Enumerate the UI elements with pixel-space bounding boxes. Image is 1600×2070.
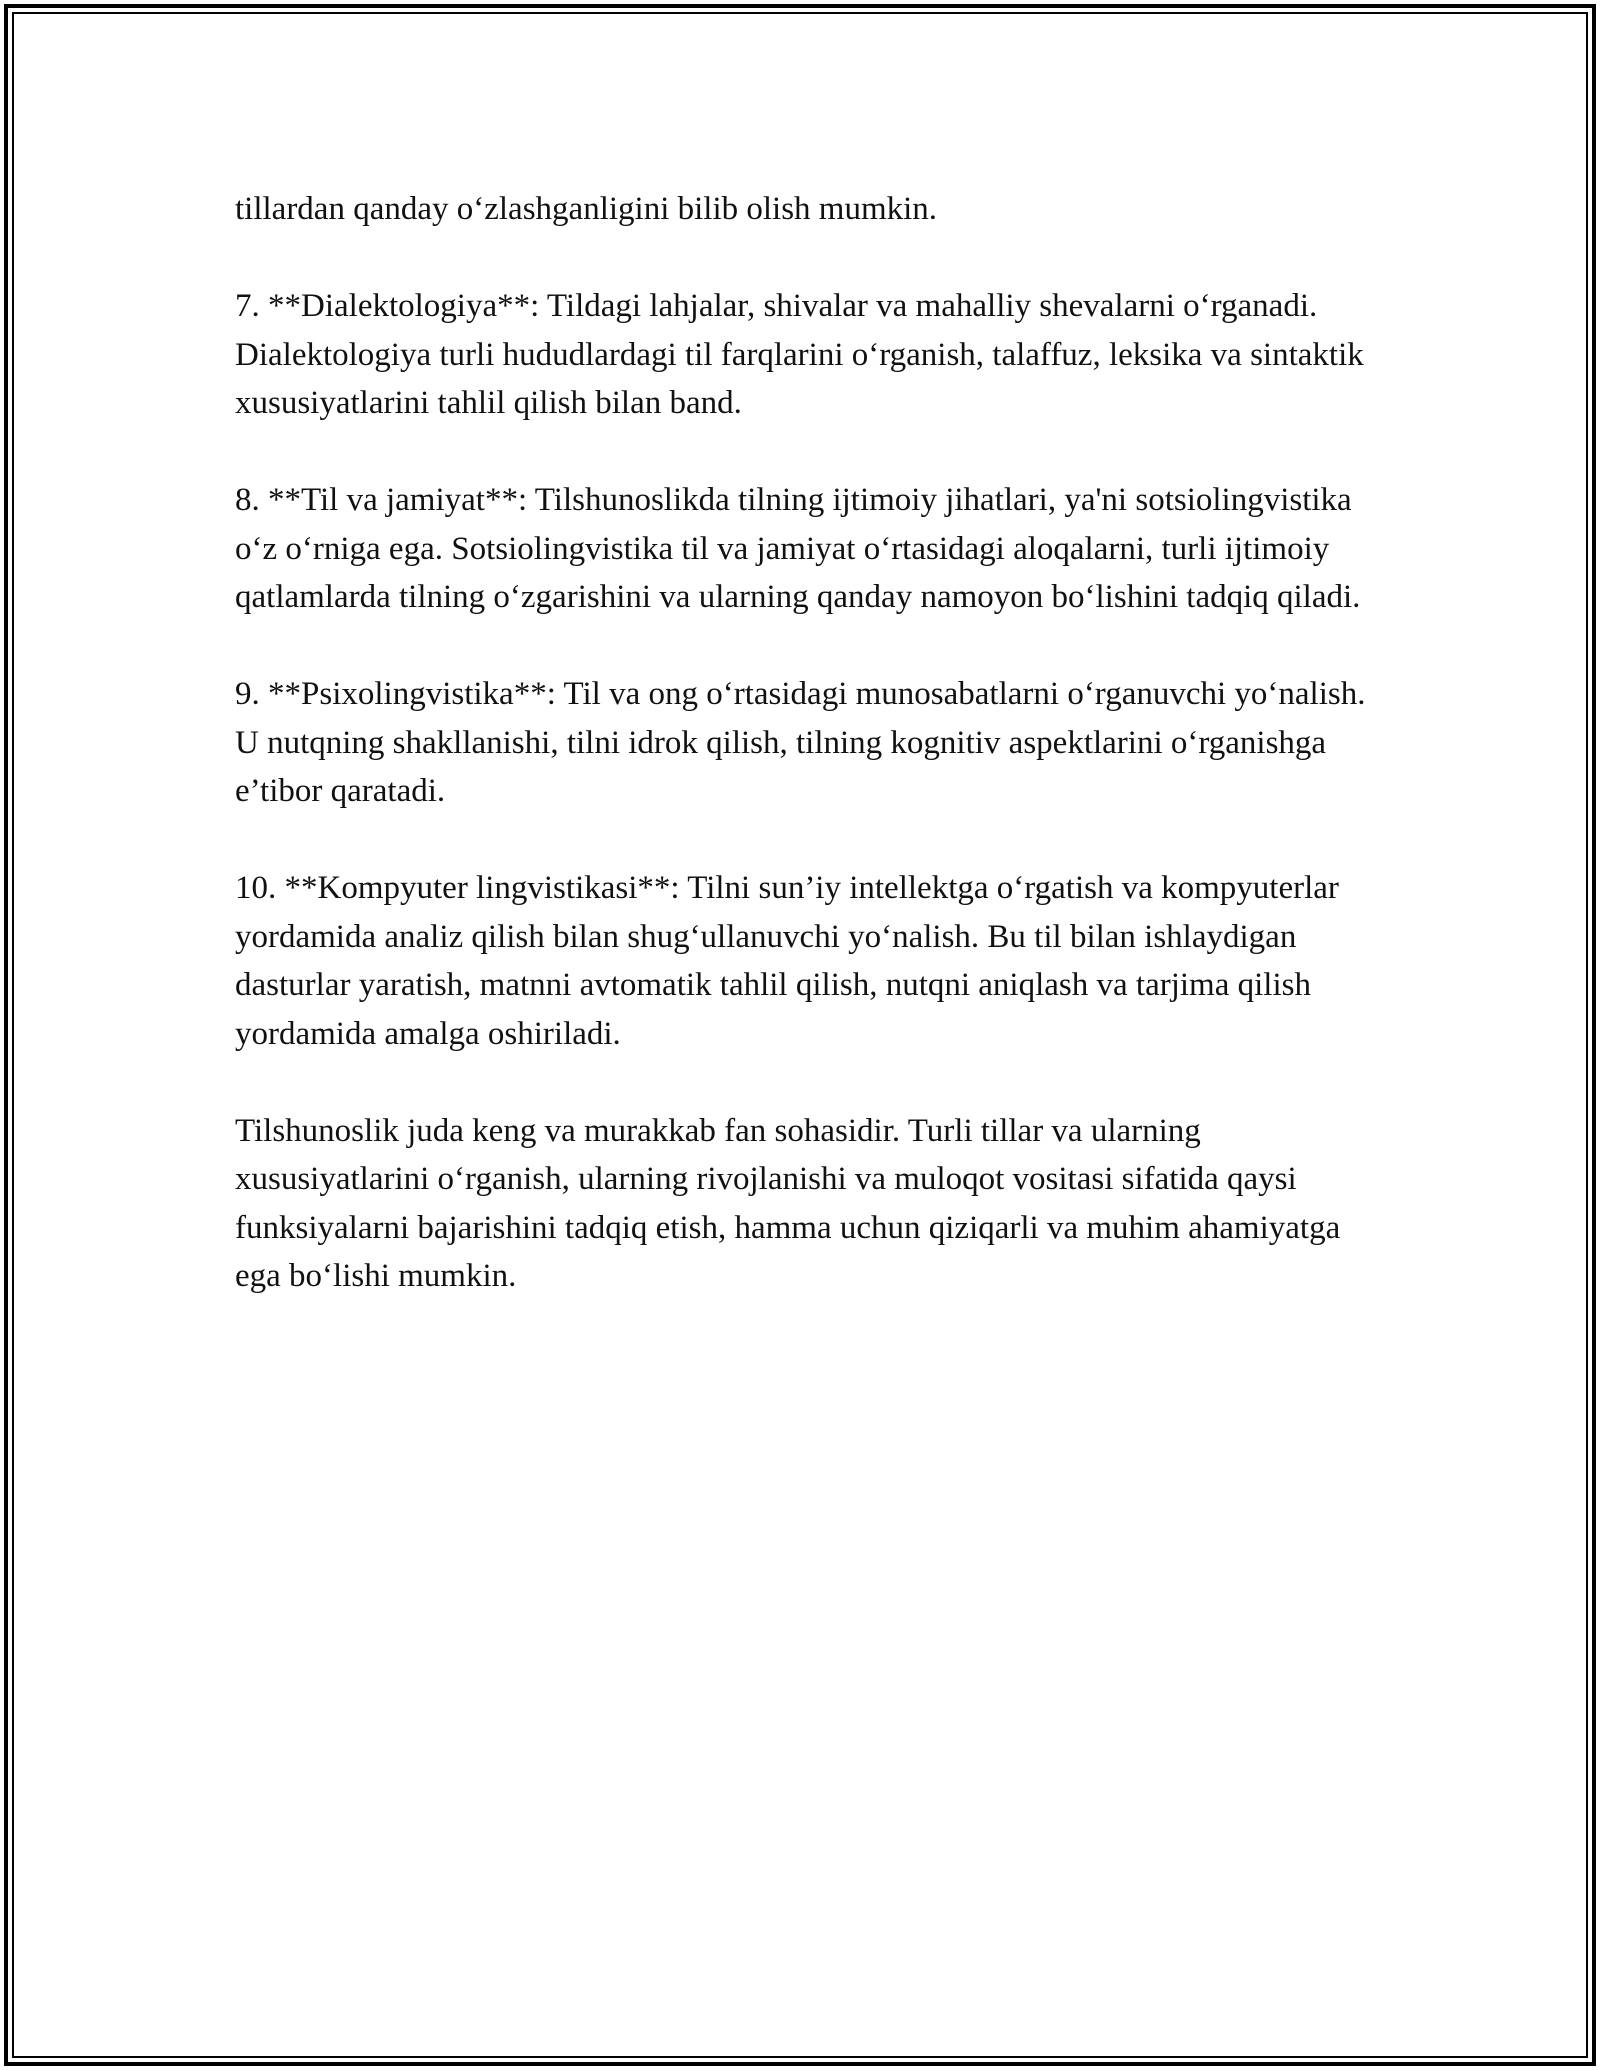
- paragraph-kompyuter-lingvistikasi: 10. **Kompyuter lingvistikasi**: Tilni sun’iy intellektga o‘rgatish va kompyuterlar yordamida analiz qilish bilan shug‘ullanuvchi yo‘nalish. Bu til bilan ishlaydigan dasturlar yaratish, matnni avtomatik tahlil qilish, nutqni aniqlash va tarjima qilish yordamida amalga oshiriladi.: [235, 870, 1339, 1052]
- paragraph-continuation: tillardan qanday o‘zlashganligini bilib olish mumkin.: [235, 191, 938, 227]
- paragraph-conclusion: Tilshunoslik juda keng va murakkab fan sohasidir. Turli tillar va ularning xususiyatlarini o‘rganish, ularning rivojlanishi va muloqot vositasi sifatida qaysi funksiyalarni bajarishini tadqiq etish, hamma uchun qiziqarli va muhim ahamiyatga ega bo‘lishi mumkin.: [235, 1112, 1341, 1294]
- paragraph-psixolingvistika: 9. **Psixolingvistika**: Til va ong o‘rtasidagi munosabatlarni o‘rganuvchi yo‘nalish. U nutqning shakllanishi, tilni idrok qilish, tilning kognitiv aspektlarini o‘rganishga e’tibor qaratadi.: [235, 676, 1366, 809]
- paragraph-dialektologiya: 7. **Dialektologiya**: Tildagi lahjalar, shivalar va mahalliy shevalarni o‘rganadi. Dialektologiya turli hududlardagi til farqlarini o‘rganish, talaffuz, leksika va sintaktik xususiyatlarini tahlil qilish bilan band.: [235, 288, 1364, 421]
- paragraph-til-va-jamiyat: 8. **Til va jamiyat**: Tilshunoslikda tilning ijtimoiy jihatlari, ya'ni sotsiolingvistika o‘z o‘rniga ega. Sotsiolingvistika til va jamiyat o‘rtasidagi aloqalarni, turli ijtimoiy qatlamlarda tilning o‘zgarishini va ularning qanday namoyon bo‘lishini tadqiq qiladi.: [235, 482, 1361, 615]
- document-body: [235, 185, 1370, 1349]
